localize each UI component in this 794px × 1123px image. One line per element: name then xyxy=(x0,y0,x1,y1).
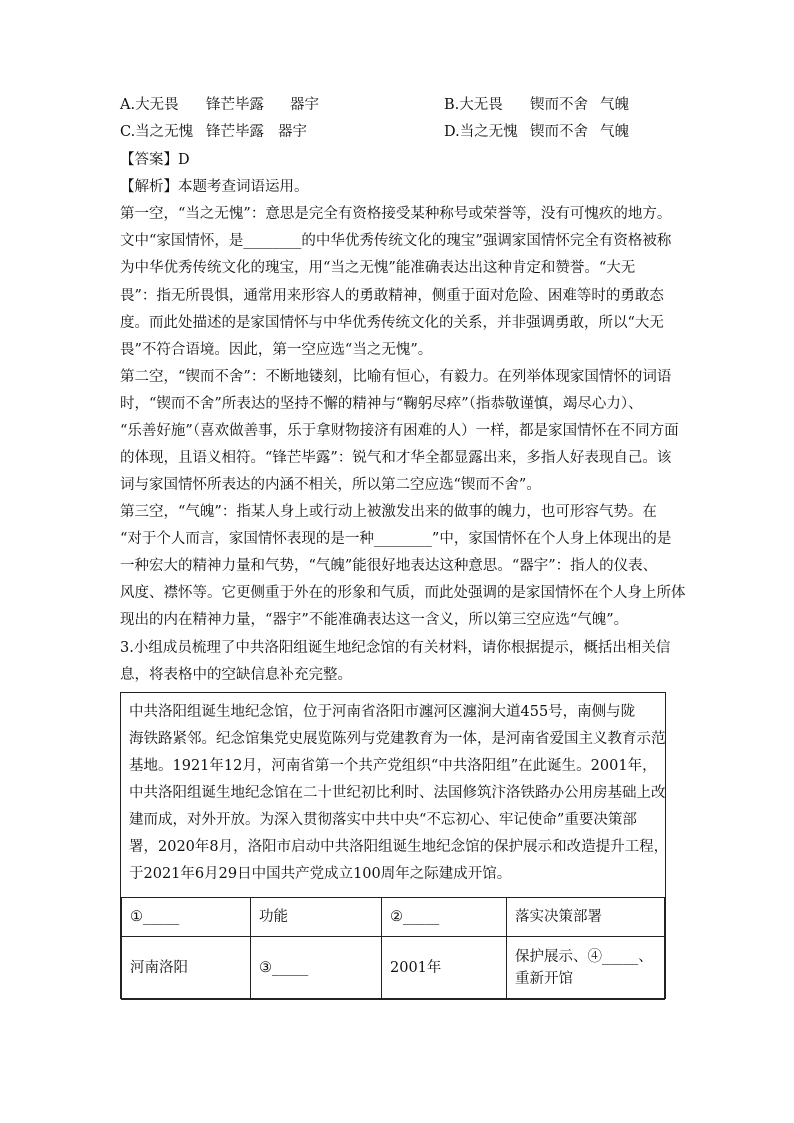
analysis-line: 第三空，“气魄”：指某人身上或行动上被激发出来的做事的魄力，也可形容气势。在 xyxy=(120,504,657,520)
table-cell: 落实决策部署 xyxy=(507,898,665,937)
material-line: 基地。1921年12月，河南省第一个共产党组织“中共洛阳组”在此诞生。2001年， xyxy=(129,758,657,774)
material-line: 署，2020年8月，洛阳市启动中共洛阳组诞生地纪念馆的保护展示和改造提升工程， xyxy=(129,839,669,855)
material-line: 于2021年6月29日中国共产党成立100周年之际建成开馆。 xyxy=(129,866,512,882)
option-c: C.当之无愧 锋芒毕露 器宇 xyxy=(120,124,307,140)
analysis-line: 为中华优秀传统文化的瑰宝，用“当之无愧”能准确表达出这种肯定和赞誉。“大无 xyxy=(120,260,636,276)
analysis-line: 词与家国情怀所表达的内涵不相关，所以第二空应选“锲而不舍”。 xyxy=(120,477,541,493)
info-table xyxy=(121,897,665,1000)
analysis-line: 时，“锲而不舍”所表达的坚持不懈的精神与“鞠躬尽瘁”（指恭敬谨慎，竭尽心力）、 xyxy=(120,396,643,412)
analysis-line: “对于个人而言，家国情怀表现的是一种________”中，家国情怀在个人身上体现出的是 xyxy=(120,531,672,547)
analysis-line: 第二空，“锲而不舍”：不断地镂刻，比喻有恒心，有毅力。在列举体现家国情怀的词语 xyxy=(120,369,672,385)
table-row xyxy=(122,898,665,937)
table-cell: ③_____ xyxy=(251,937,382,1000)
analysis-line: 畏”不符合语境。因此，第一空应选“当之无愧”。 xyxy=(120,342,433,358)
table-cell: 河南洛阳 xyxy=(122,937,251,1000)
table-cell: 保护展示、④_____、重新开馆 xyxy=(507,937,665,1000)
option-a: A.大无畏 锋芒毕露 器宇 xyxy=(120,97,319,113)
table-row xyxy=(122,937,665,1000)
analysis-line: 风度、襟怀等。它更侧重于外在的形象和气质，而此处强调的是家国情怀在个人身上所体 xyxy=(120,585,686,601)
material-line: 中共洛阳组诞生地纪念馆，位于河南省洛阳市瀍河区瀍涧大道455号，南侧与陇 xyxy=(129,704,636,720)
table-cell: 2001年 xyxy=(382,937,507,1000)
table-cell: 功能 xyxy=(251,898,382,937)
material-line: 海铁路紧邻。纪念馆集党史展览陈列与党建教育为一体，是河南省爱国主义教育示范 xyxy=(129,731,666,747)
analysis-line: 畏”：指无所畏惧，通常用来形容人的勇敢精神，侧重于面对危险、困难等时的勇敢态 xyxy=(120,288,664,304)
answer-line: 【答案】D xyxy=(120,152,190,168)
analysis-line: 的体现，且语义相符。“锋芒毕露”：锐气和才华全都显露出来，多指人好表现自己。该 xyxy=(120,450,672,466)
analysis-line: 【解析】本题考查词语运用。 xyxy=(120,179,309,195)
analysis-line: 度。而此处描述的是家国情怀与中华优秀传统文化的关系，并非强调勇敢，所以“大无 xyxy=(120,315,664,331)
analysis-line: 第一空，“当之无愧”：意思是完全有资格接受某种称号或荣誉等，没有可愧疚的地方。 xyxy=(120,206,672,222)
analysis-line: 文中“家国情怀，是________的中华优秀传统文化的瑰宝”强调家国情怀完全有资格被称 xyxy=(120,233,672,249)
analysis-line: “乐善好施”（喜欢做善事，乐于拿财物接济有困难的人）一样，都是家国情怀在不同方面 xyxy=(120,423,679,439)
analysis-line: 一种宏大的精神力量和气势，“气魄”能很好地表达这种意思。“器宇”：指人的仪表、 xyxy=(120,558,658,574)
material-line: 中共洛阳组诞生地纪念馆在二十世纪初比利时、法国修筑汴洛铁路办公用房基础上改 xyxy=(129,785,666,801)
analysis-line: 现出的内在精神力量，“器宇”不能准确表达这一含义，所以第三空应选“气魄”。 xyxy=(120,612,629,628)
table-cell: ①_____ xyxy=(122,898,251,937)
material-line: 建而成，对外开放。为深入贯彻落实中共中央“不忘初心、牢记使命”重要决策部 xyxy=(129,812,637,828)
option-d: D.当之无愧 锲而不舍 气魄 xyxy=(444,124,629,140)
question-3-line: 3.小组成员梳理了中共洛阳组诞生地纪念馆的有关材料，请你根据提示，概括出相关信 xyxy=(120,640,671,656)
material-box xyxy=(120,692,669,999)
table-cell: ②_____ xyxy=(382,898,507,937)
option-b: B.大无畏 锲而不舍 气魄 xyxy=(444,97,629,113)
question-3-line: 息，将表格中的空缺信息补充完整。 xyxy=(120,667,352,683)
